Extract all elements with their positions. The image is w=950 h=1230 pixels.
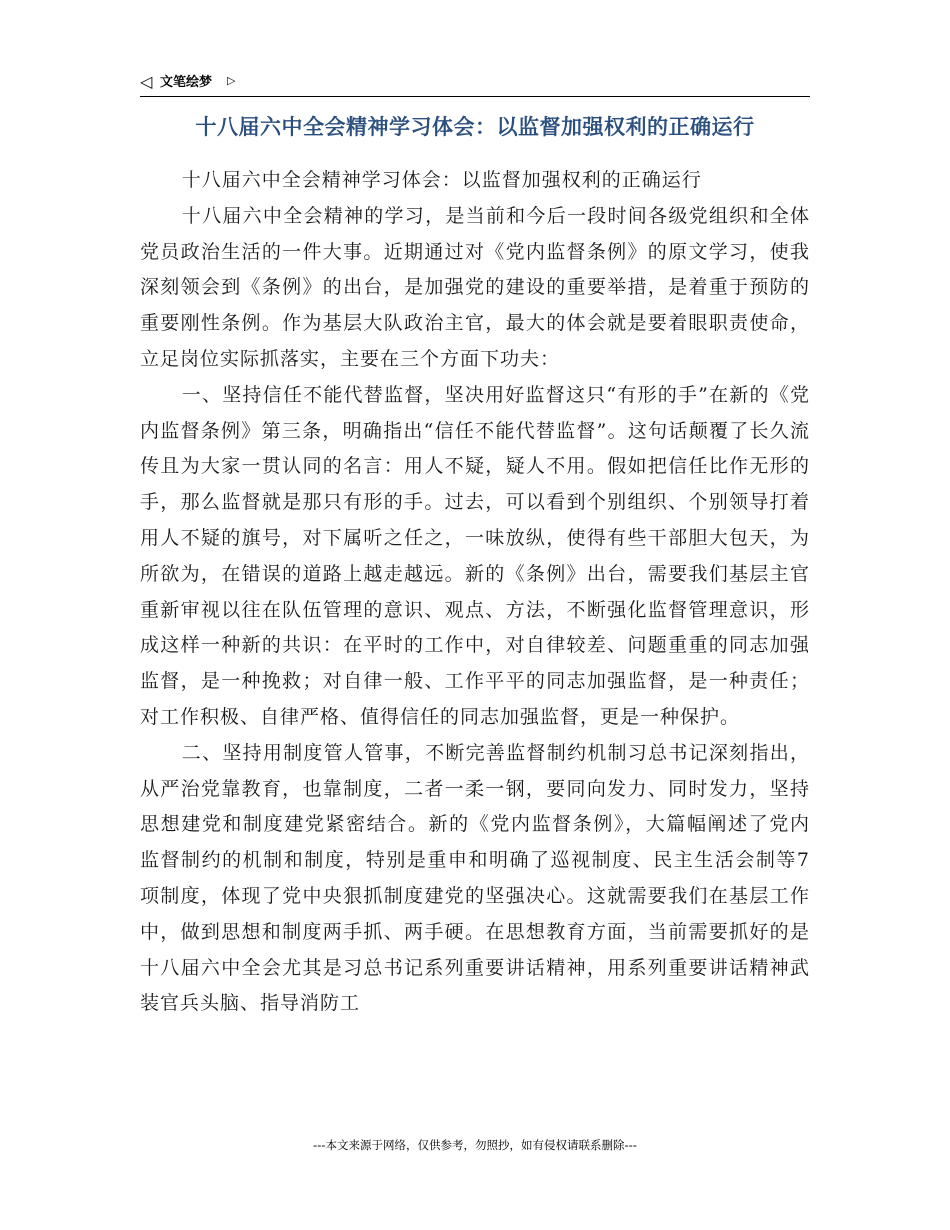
brand-name: 文笔绘梦 — [160, 75, 213, 90]
paragraph-intro: 十八届六中全会精神的学习，是当前和今后一段时间各级党组织和全体党员政治生活的一件大事。近期通过对《党内监督条例》的原文学习，使我深刻领会到《条例》的出台，是加强党的建设的重要举措，是着重于预防的重要刚性条例。作为基层大队政治主官，最大的体会就是要着眼职责使命，立足岗位实际抓落实，主要在三个方面下功夫： — [140, 204, 810, 370]
document-body — [140, 163, 810, 1022]
paragraph-point-one: 一、坚持信任不能代替监督，坚决用好监督这只“有形的手”在新的《党内监督条例》第三条，明确指出“信任不能代替监督”。这句话颠覆了长久流传且为大家一贯认同的名言：用人不疑，疑人不用。假如把信任比作无形的手，那么监督就是那只有形的手。过去，可以看到个别组织、个别领导打着用人不疑的旗号，对下属听之任之，一味放纵，使得有些干部胆大包天，为所欲为，在错误的道路上越走越远。新的《条例》出台，需要我们基层主官重新审视以往在队伍管理的意识、观点、方法，不断强化监督管理意识，形成这样一种新的共识：在平时的工作中，对自律较差、问题重重的同志加强监督，是一种挽救；对自律一般、工作平平的同志加强监督，是一种责任；对工作积极、自律严格、值得信任的同志加强监督，更是一种保护。 — [140, 383, 810, 728]
paragraph-point-two: 二、坚持用制度管人管事，不断完善监督制约机制习总书记深刻指出，从严治党靠教育，也靠制度，二者一柔一钢，要同向发力、同时发力，坚持思想建党和制度建党紧密结合。新的《党内监督条例》，大篇幅阐述了党内监督制约的机制和制度，特别是重申和明确了巡视制度、民主生活会制等7项制度，体现了党中央狠抓制度建党的坚强决心。这就需要我们在基层工作中，做到思想和制度两手抓、两手硬。在思想教育方面，当前需要抓好的是十八届六中全会尤其是习总书记系列重要讲话精神，用系列重要讲话精神武装官兵头脑、指导消防工 — [140, 741, 810, 1015]
document-title: 十八届六中全会精神学习体会：以监督加强权利的正确运行 — [195, 115, 755, 139]
footer-disclaimer: ---本文来源于网络，仅供参考，勿照抄，如有侵权请联系删除--- — [313, 1138, 637, 1152]
triangle-right-icon: ▷ — [227, 74, 236, 87]
triangle-left-icon: ◁ — [140, 72, 153, 91]
paragraph-subtitle: 十八届六中全会精神学习体会：以监督加强权利的正确运行 — [181, 169, 702, 191]
page-header — [140, 70, 810, 97]
